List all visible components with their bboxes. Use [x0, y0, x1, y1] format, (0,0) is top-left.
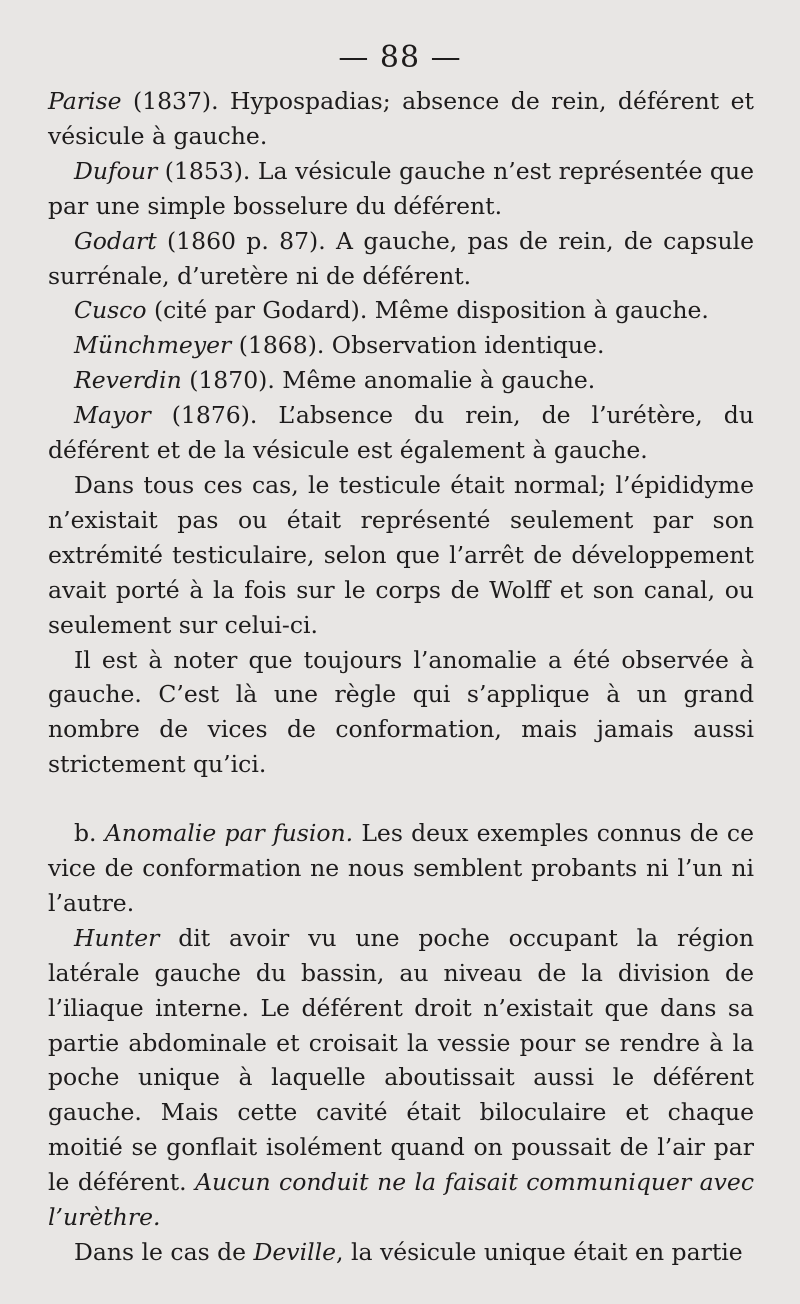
paragraph-text: dit avoir vu une poche occupant la région latérale gauche du bassin, au niveau de la division de l’iliaque interne. Le déférent droit n’existait que dans sa partie abdominale et croisait la vessie pour se rendre à la poche unique à laquelle aboutissait aussi le déférent gauche. Mais cette cavité était biloculaire et chaque moitié se gonflait isolément quand on poussait de l’air par le déférent.	[48, 923, 754, 1197]
author-name: Godart	[74, 226, 157, 255]
section-spacer	[48, 782, 754, 816]
paragraph-mayor	[48, 398, 754, 468]
page-number: — 88 —	[338, 40, 462, 75]
paragraph-text: Il est à noter que toujours l’anomalie a été observée à gauche. C’est là une règle qui s’applique à un grand nombre de vices de conformation, mais jamais aussi strictement qu’ici.	[48, 645, 754, 779]
author-name: Dufour	[74, 156, 158, 185]
paragraph-summary	[48, 468, 754, 643]
paragraph-left-rule	[48, 643, 754, 783]
author-name: Reverdin	[74, 366, 182, 395]
author-name: Mayor	[74, 401, 151, 430]
author-name: Deville	[253, 1238, 337, 1266]
author-name: Cusco	[74, 296, 147, 325]
paragraph-text: (1870). Même anomalie à gauche.	[181, 366, 596, 395]
paragraph-parise	[48, 84, 754, 154]
paragraph-deville	[48, 1235, 754, 1270]
paragraph-text: (1868). Observation identique.	[231, 331, 605, 360]
paragraph-munchmeyer	[48, 328, 754, 363]
paragraph-godart	[48, 224, 754, 294]
section-b-paragraph	[48, 816, 754, 921]
paragraph-text: (1853). La vésicule gauche n’est représentée que par une simple bosselure du déférent.	[48, 156, 754, 220]
paragraph-prefix: Dans le cas de	[74, 1238, 254, 1266]
paragraph-hunter	[48, 921, 754, 1235]
paragraph-text: , la vésicule unique était en partie	[336, 1238, 743, 1266]
author-name: Hunter	[74, 923, 160, 952]
italic-sentence: Aucun conduit ne la faisait communiquer avec l’urèthre.	[48, 1168, 754, 1232]
author-name: Parise	[48, 87, 122, 115]
body-text	[48, 84, 754, 1270]
paragraph-reverdin	[48, 363, 754, 398]
paragraph-text: (1860 p. 87). A gauche, pas de rein, de capsule surrénale, d’uretère ni de déférent.	[48, 226, 754, 290]
paragraph-text: (1876). L’absence du rein, de l’urétère, du déférent et de la vésicule est également à gauche.	[48, 401, 754, 465]
section-title: Anomalie par fusion.	[104, 819, 354, 848]
paragraph-dufour	[48, 154, 754, 224]
paragraph-text: Les deux exemples connus de ce vice de conformation ne nous semblent probants ni l’un ni l’autre.	[48, 819, 754, 917]
section-prefix: b.	[74, 819, 105, 848]
paragraph-text: (1837). Hypospadias; absence de rein, déférent et vésicule à gauche.	[48, 87, 754, 150]
author-name: Münchmeyer	[74, 331, 232, 360]
paragraph-cusco	[48, 293, 754, 328]
paragraph-text: Dans tous ces cas, le testicule était normal; l’épididyme n’existait pas ou était représenté seulement par son extrémité testiculaire, selon que l’arrêt de développement avait porté à la fois sur le corps de Wolff et son canal, ou seulement sur celui-ci.	[48, 470, 754, 639]
paragraph-text: (cité par Godard). Même disposition à gauche.	[146, 296, 709, 325]
